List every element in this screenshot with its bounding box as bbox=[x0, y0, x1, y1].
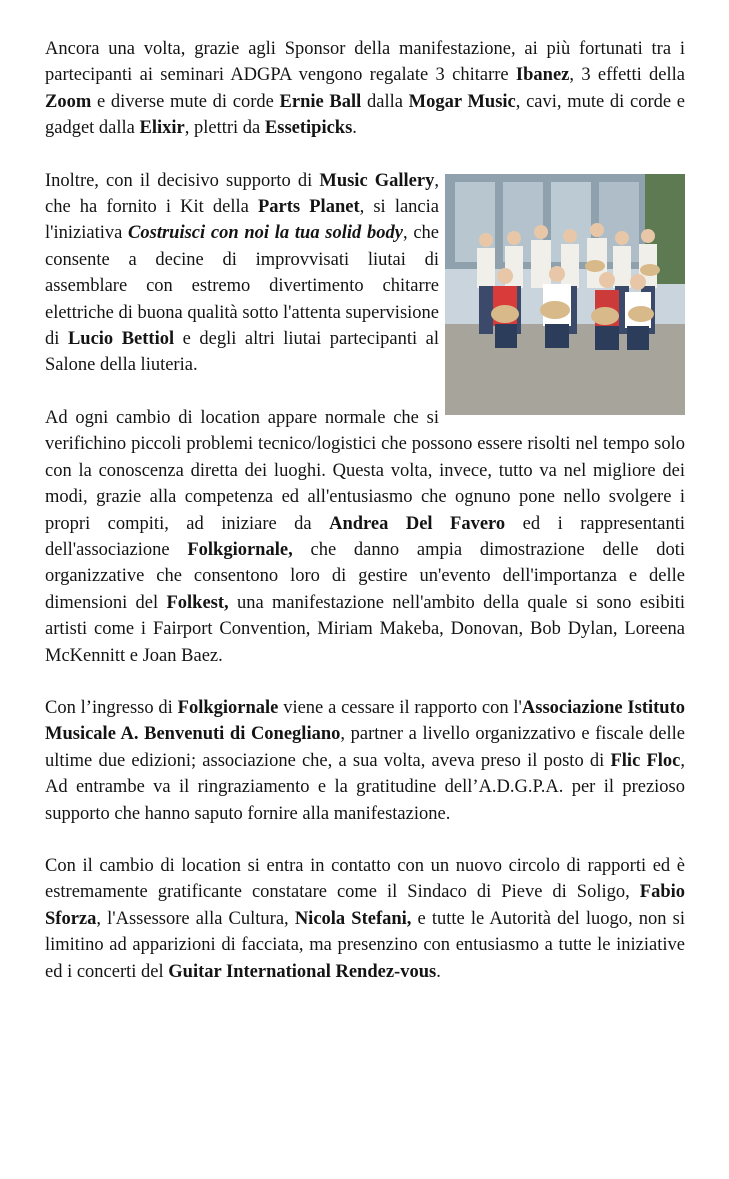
emphasis-text: Costruisci con noi la tua solid body bbox=[128, 223, 403, 244]
paragraph-location bbox=[45, 405, 685, 669]
bold-text: Andrea Del Favero bbox=[329, 513, 506, 534]
bold-text: Associazione Istituto Musicale A. Benvenuti di Conegliano bbox=[45, 697, 685, 745]
body-text: che danno ampia dimostrazione delle doti organizzative che consentono loro di gestire un'evento dell'importanza e delle dimensioni del bbox=[45, 539, 685, 613]
paragraph-folkgiornale bbox=[45, 695, 685, 827]
group-photo bbox=[445, 174, 685, 415]
bold-text: Folkgiornale bbox=[177, 697, 279, 718]
bold-text: Essetipicks bbox=[264, 118, 353, 139]
paragraph-music-gallery bbox=[45, 168, 685, 379]
paragraph-sponsors bbox=[45, 36, 685, 142]
body-text: una manifestazione nell'ambito della quale si sono esibiti artisti come i Fairport Convention, Miriam Makeba, Donovan, Bob Dylan, Loreena McKennitt e Joan Baez. bbox=[45, 592, 685, 666]
bold-text: Nicola Stefani, bbox=[294, 908, 412, 929]
paragraph-authorities bbox=[45, 853, 685, 985]
body-text: , che ha fornito i Kit della bbox=[45, 170, 439, 218]
body-text: Ad ogni cambio di location appare normale che si verifichino piccoli problemi tecnico/logistici che possono essere risolti nel tempo solo con la conoscenza diretta dei luoghi. Questa volta, invece, tutto va nel migliore dei modi, grazie alla competenza ed all'entusiasmo che ognuno pone nello svolgere i propri compiti, ad iniziare da bbox=[45, 407, 685, 534]
bold-text: Lucio Bettiol bbox=[67, 329, 175, 350]
bold-text: Ernie Ball bbox=[279, 91, 362, 112]
bold-text: Flic Floc bbox=[610, 750, 681, 771]
body-text: e degli altri liutai partecipanti al Salone della liuteria. bbox=[45, 329, 440, 376]
body-text: , si lancia l'iniziativa bbox=[45, 197, 439, 244]
body-text: , plettri da bbox=[184, 118, 265, 139]
body-text: , che consente a decine di improvvisati liutai di assemblare con estremo divertimento chitarre elettriche di buona qualità sotto l'attenta supervisione di bbox=[45, 223, 439, 350]
article-page bbox=[45, 36, 685, 985]
body-text: e diverse mute di corde bbox=[91, 91, 280, 112]
body-text: , Ad entrambe va il ringraziamento e la gratitudine dell’A.D.G.P.A. per il prezioso supporto che hanno saputo fornire alla manifestazione. bbox=[45, 750, 685, 824]
body-text: Con il cambio di location si entra in contatto con un nuovo circolo di rapporti ed è estremamente gratificante constatare come il Sindaco di Pieve di Soligo, bbox=[45, 855, 685, 903]
bold-text: Fabio Sforza bbox=[45, 882, 685, 929]
group-photo-image bbox=[445, 174, 685, 415]
body-text: Con l’ingresso di bbox=[45, 697, 178, 718]
body-text: , 3 effetti della bbox=[569, 65, 685, 86]
body-text: . bbox=[436, 961, 441, 982]
body-text: e tutte le Autorità del luogo, non si limitino ad apparizioni di facciata, ma presenzino con entusiasmo a tutte le iniziative ed i concerti del bbox=[45, 908, 685, 982]
body-text: ed i rappresentanti dell'associazione bbox=[45, 513, 685, 560]
body-text: Ancora una volta, grazie agli Sponsor della manifestazione, ai più fortunati tra i partecipanti ai seminari ADGPA vengono regalate 3 chitarre bbox=[45, 39, 685, 86]
body-text: , l'Assessore alla Cultura, bbox=[96, 908, 295, 929]
body-text: Inoltre, con il decisivo supporto di bbox=[45, 170, 320, 191]
bold-text: Zoom bbox=[45, 91, 92, 112]
body-text: viene a cessare il rapporto con l' bbox=[278, 697, 522, 718]
bold-text: Ibanez bbox=[515, 65, 570, 86]
bold-text: Music Gallery bbox=[319, 170, 435, 191]
body-text: . bbox=[352, 118, 357, 139]
bold-text: Folkest, bbox=[166, 592, 229, 613]
bold-text: Folkgiornale, bbox=[187, 539, 293, 560]
bold-text: Mogar Music bbox=[408, 91, 516, 112]
body-text: , partner a livello organizzativo e fiscale delle ultime due edizioni; associazione che, a sua volta, aveva preso il posto di bbox=[45, 724, 685, 771]
body-text: , cavi, mute di corde e gadget dalla bbox=[45, 91, 685, 139]
body-text: dalla bbox=[361, 91, 409, 112]
bold-text: Parts Planet bbox=[258, 197, 360, 218]
bold-text: Elixir bbox=[139, 118, 185, 139]
bold-text: Guitar International Rendez-vous bbox=[168, 961, 437, 982]
